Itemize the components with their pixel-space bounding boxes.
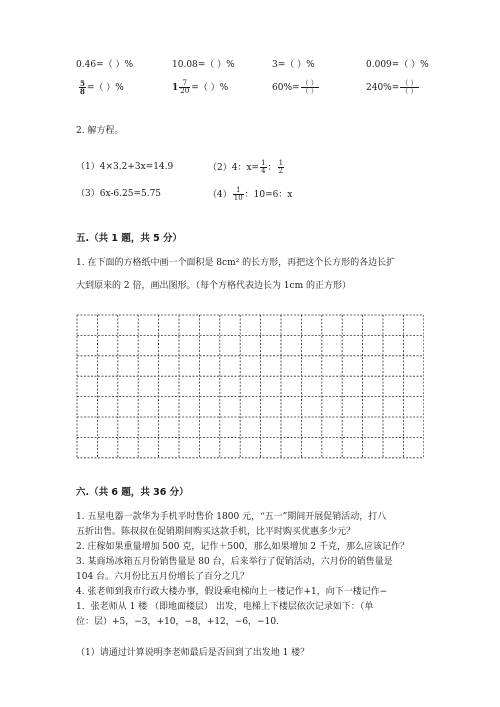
word-problem-line-3: 2. 庄稼如果重量增加 500 克，记作＋500，那么如果增加 2 千克，那么应该记作？ (76, 542, 409, 552)
word-problem-line-4: 3. 某商场冰箱五月份销售量是 80 台，后来举行了促销活动，六月份的销售量是 (76, 557, 393, 567)
word-problem-line-5: 104 台。六月份比五月份增长了百分之几？ (76, 572, 250, 582)
equation-1: （1）4×3.2+3x=14.9 (76, 162, 174, 172)
fill-item-2: 10.08=（ ）% (172, 60, 235, 70)
fill-item-4: 0.009=（ ）% (366, 60, 429, 70)
fill-item-5: $\frac{5}{8}$ =（ ）% (80, 79, 124, 96)
square-grid (76, 314, 424, 462)
word-problem-line-7: 1．张老师从 1 楼 （即地面楼层） 出发，电梯上下楼层依次记录如下：（单 (76, 602, 374, 612)
question-2-title: 2. 解方程。 (76, 126, 124, 136)
fraction-1-10: $\frac{1}{10}$ (233, 186, 243, 202)
fill-item-8: 240%= $\frac{( )}{( )}$ (366, 79, 418, 95)
equation-3: （3）6x-6.25=5.75 (76, 189, 162, 199)
fraction-5-8: $\frac{5}{8}$ (80, 79, 85, 96)
sub-question-1: （1）请通过计算说明李老师最后是否回到了出发地 1 楼？ (76, 648, 310, 658)
section-5-line-1: 1. 在下面的方格纸中画一个面积是 8cm² 的长方形，再把这个长方形的各边长扩 (76, 258, 396, 268)
fill-item-7: 60%= $\frac{( )}{( )}$ (272, 79, 318, 95)
word-problem-line-2: 五折出售。陈叔叔在促销期间购买这款手机，比平时购买优惠多少元？ (76, 527, 356, 537)
fraction-7-20: $\frac{7}{20}$ (180, 79, 190, 95)
section-5-line-2: 大到原来的 2 倍，画出图形。（每个方格代表边长为 1cm 的正方形） (76, 281, 351, 291)
fraction-blank-1: $\frac{( )}{( )}$ (301, 79, 318, 95)
fill-item-3: 3=（ ）% (272, 60, 315, 70)
fill-item-6: 1 $\frac{7}{20}$ =（ ）% (172, 79, 229, 95)
word-problem-line-1: 1. 五星电器一款华为手机平时售价 1800 元，“五一”期间开展促销活动，打八 (76, 512, 387, 522)
word-problem-line-6: 4. 张老师到我市行政大楼办事，假设乘电梯向上一楼记作+1，向下一楼记作− (76, 587, 388, 597)
section-5-title: 五.（共 1 题，共 5 分） (76, 233, 183, 244)
equation-4: （4） $\frac{1}{10}$ ：10=6：x (208, 186, 293, 202)
fraction-1-4: $\frac{1}{4}$ (261, 159, 266, 175)
fraction-blank-2: $\frac{( )}{( )}$ (401, 79, 418, 95)
fill-item-1: 0.46=（ ）% (76, 60, 133, 70)
word-problem-line-8: 位：层）+5，−3，+10，−8，+12，−6，−10. (76, 617, 279, 627)
fraction-1-2: $\frac{1}{2}$ (278, 159, 284, 175)
equation-2: （2）4：x= $\frac{1}{4}$ ： $\frac{1}{2}$ (208, 159, 284, 175)
section-6-title: 六.（共 6 题，共 36 分） (76, 487, 189, 498)
